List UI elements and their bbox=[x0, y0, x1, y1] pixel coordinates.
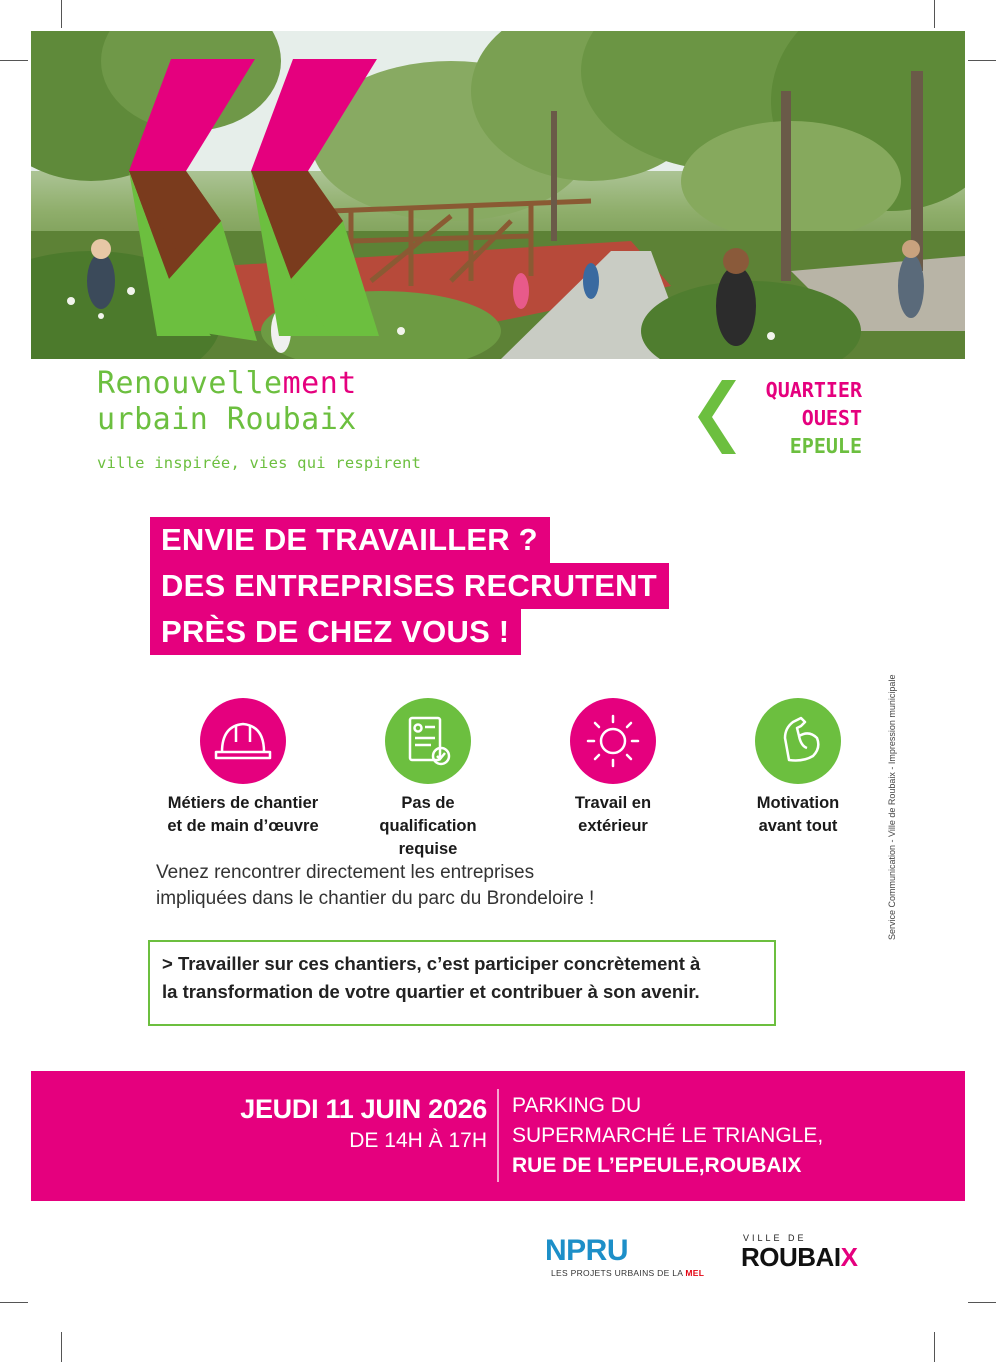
feature-chantier: Métiers de chantier et de main d’œuvre bbox=[143, 698, 343, 838]
certificate-icon bbox=[385, 698, 471, 784]
headline-line-2: DES ENTREPRISES RECRUTENT bbox=[150, 563, 669, 609]
event-time: DE 14H À 17H bbox=[349, 1129, 487, 1152]
headline-line-3: PRÈS DE CHEZ VOUS ! bbox=[150, 609, 521, 655]
event-banner bbox=[31, 1071, 965, 1201]
npru-subtitle: LES PROJETS URBAINS DE LA MEL bbox=[551, 1268, 705, 1278]
divider bbox=[497, 1089, 499, 1182]
crop-mark bbox=[934, 0, 935, 28]
chevron-left-icon bbox=[698, 380, 738, 454]
crop-mark bbox=[0, 60, 28, 61]
intro-text: Venez rencontrer directement les entreprises impliquées dans le chantier du parc du Brondeloire ! bbox=[156, 862, 595, 909]
flexed-arm-icon bbox=[755, 698, 841, 784]
brand-logo bbox=[97, 366, 421, 472]
event-location: PARKING DU SUPERMARCHÉ LE TRIANGLE, RUE DE L’EPEULE,ROUBAIX bbox=[512, 1094, 824, 1177]
print-credit: Service Communication - Ville de Roubaix - Impression municipale bbox=[887, 674, 897, 940]
event-date: JEUDI 11 JUIN 2026 bbox=[240, 1094, 487, 1124]
brand-line-1: Renouvellement bbox=[97, 366, 357, 401]
headline bbox=[150, 517, 669, 655]
quote-box: > Travailler sur ces chantiers, c’est participer concrètement à la transformation de votre quartier et contribuer à son avenir. bbox=[148, 940, 776, 1026]
feature-exterieur: Travail en extérieur bbox=[513, 698, 713, 838]
npru-wordmark: NPRU bbox=[545, 1234, 629, 1267]
headline-line-1: ENVIE DE TRAVAILLER ? bbox=[150, 517, 550, 563]
feature-qualification: Pas de qualification requise bbox=[328, 698, 528, 861]
hero-park-illustration bbox=[31, 31, 965, 359]
crop-mark bbox=[934, 1332, 935, 1362]
crop-mark bbox=[61, 0, 62, 28]
crop-mark bbox=[61, 1332, 62, 1362]
crop-mark bbox=[0, 1302, 28, 1303]
brand-line-2: urbain Roubaix bbox=[97, 402, 357, 437]
crop-mark bbox=[968, 60, 996, 61]
ville-de-roubaix-logo: VILLE DE ROUBAIX bbox=[741, 1233, 858, 1272]
brand-tagline: ville inspirée, vies qui respirent bbox=[97, 454, 422, 472]
feature-motivation: Motivation avant tout bbox=[698, 698, 898, 838]
npru-logo bbox=[545, 1236, 704, 1278]
hard-hat-icon bbox=[200, 698, 286, 784]
crop-mark bbox=[968, 1302, 996, 1303]
district-label: QUARTIER OUEST EPEULE bbox=[765, 378, 862, 458]
sun-icon bbox=[570, 698, 656, 784]
